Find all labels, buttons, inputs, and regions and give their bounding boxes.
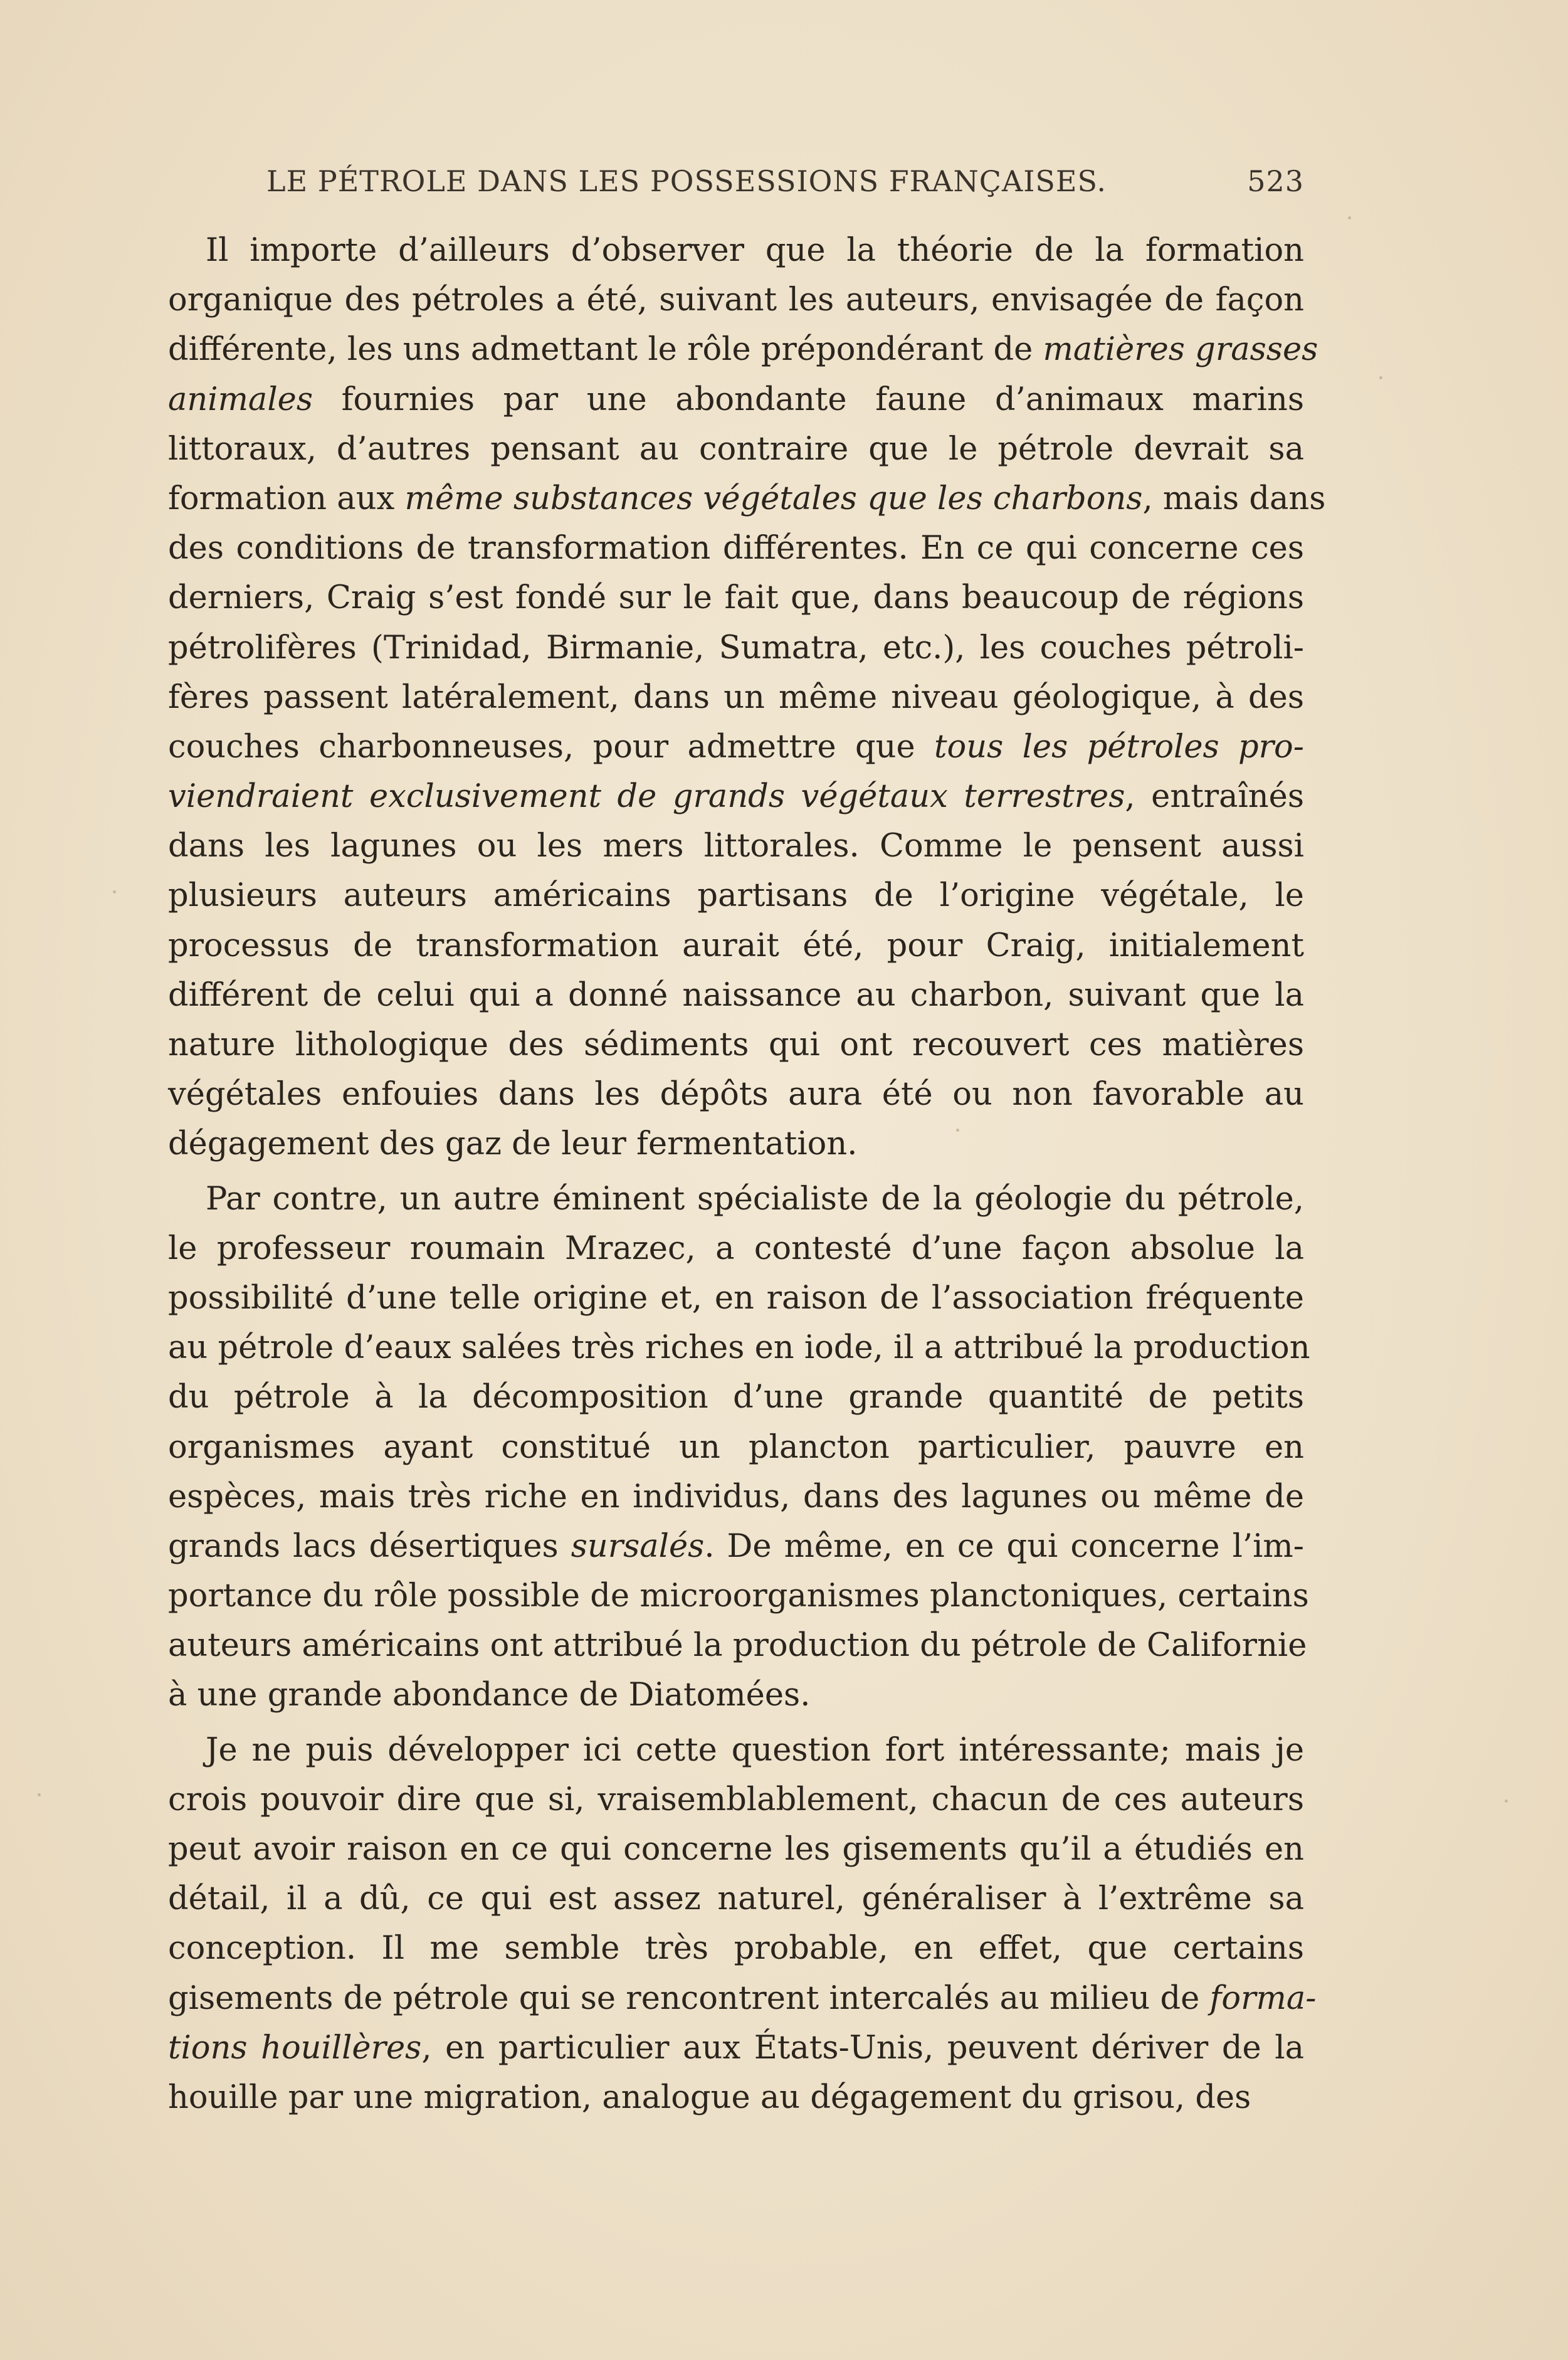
text-segment: . De même, en ce qui concerne l’im- (704, 1527, 1304, 1565)
text-segment: dégagement des gaz de leur fermentation. (168, 1125, 858, 1163)
text-segment: , entraînés (1125, 778, 1304, 816)
body-text (168, 226, 1326, 2122)
text-segment: différent de celui qui a donné naissance au charbon, suivant que la (168, 976, 1304, 1014)
italic-text: forma- (1209, 1979, 1317, 2017)
text-line (168, 971, 1304, 1020)
text-segment: le professeur roumain Mrazec, a contesté d’une façon absolue la (168, 1230, 1304, 1267)
text-line (168, 2023, 1304, 2073)
text-segment: plusieurs auteurs américains partisans de l’origine végétale, le (168, 877, 1304, 915)
text-line (168, 2073, 1304, 2122)
paper-speck (1505, 1799, 1508, 1803)
text-line (168, 673, 1304, 722)
text-line (168, 1224, 1304, 1273)
paragraph (168, 1725, 1317, 2123)
text-line (168, 275, 1304, 325)
paper-speck (113, 890, 116, 893)
text-line (168, 921, 1304, 971)
text-line (168, 573, 1304, 623)
text-segment: portance du rôle possible de microorganismes planctoniques, certains (168, 1578, 1309, 1615)
text-line (168, 871, 1304, 920)
italic-text: même substances végétales que les charbons (404, 480, 1143, 517)
text-segment: littoraux, d’autres pensant au contraire que le pétrole devrait sa (168, 430, 1304, 468)
paper-speck (38, 1793, 41, 1796)
text-line (168, 722, 1304, 772)
text-line (168, 1323, 1310, 1372)
italic-text: animales (168, 381, 313, 418)
text-segment: houille par une migration, analogue au dégagement du grisou, des (168, 2078, 1251, 2116)
paragraph-gap (168, 1169, 1304, 1174)
text-line (168, 1725, 1304, 1775)
text-segment: pétrolifères (Trinidad, Birmanie, Sumatra, etc.), les couches pétroli- (168, 629, 1304, 666)
text-line (168, 226, 1304, 275)
paragraph (168, 1174, 1310, 1720)
text-segment: , mais dans (1142, 480, 1326, 517)
text-line (168, 1874, 1304, 1924)
italic-text: viendraient exclusivement de grands végétaux terrestres (168, 778, 1125, 816)
text-segment: Je ne puis développer ici cette question fort intéressante; mais je (206, 1731, 1304, 1769)
text-segment: végétales enfouies dans les dépôts aura été ou non favorable au (168, 1076, 1304, 1114)
text-line (168, 1472, 1304, 1522)
paper-speck (1348, 216, 1351, 219)
page-number: 523 (1247, 164, 1304, 198)
text-line (168, 1670, 1304, 1720)
text-line (168, 1423, 1304, 1472)
text-segment: processus de transformation aurait été, pour Craig, initialement (168, 927, 1304, 964)
text-line (168, 524, 1304, 573)
text-segment: possibilité d’une telle origine et, en raison de l’association fréquente (168, 1279, 1304, 1317)
text-segment: des conditions de transformation différentes. En ce qui concerne ces (168, 530, 1304, 567)
paragraph (168, 226, 1326, 1169)
text-line (168, 623, 1304, 673)
text-segment: , en particulier aux États-Unis, peuvent dériver de la (421, 2029, 1304, 2067)
text-segment: crois pouvoir dire que si, vraisemblablement, chacun de ces auteurs (168, 1781, 1304, 1818)
running-header (169, 164, 1304, 208)
text-segment: auteurs américains ont attribué la production du pétrole de Californie (168, 1627, 1307, 1665)
text-line (168, 325, 1318, 374)
text-line (168, 1571, 1309, 1621)
text-segment: à une grande abondance de Diatomées. (168, 1677, 811, 1714)
text-segment: dans les lagunes ou les mers littorales. Comme le pensent aussi (168, 828, 1304, 865)
text-line (168, 375, 1304, 424)
text-line (168, 1273, 1304, 1323)
text-segment: derniers, Craig s’est fondé sur le fait que, dans beaucoup de régions (168, 579, 1304, 617)
text-line (168, 1924, 1304, 1973)
text-line (168, 1174, 1304, 1224)
text-segment: Par contre, un autre éminent spécialiste de la géologie du pétrole, (206, 1180, 1304, 1218)
text-line (168, 1070, 1304, 1119)
text-segment: couches charbonneuses, pour admettre que (168, 728, 935, 766)
paper-speck (956, 1129, 959, 1132)
text-segment: détail, il a dû, ce qui est assez naturel, généraliser à l’extrême sa (168, 1880, 1304, 1918)
text-segment: différente, les uns admettant le rôle prépondérant de (168, 331, 1043, 369)
italic-text: sursalés (571, 1527, 705, 1565)
text-line (168, 1119, 1304, 1169)
text-segment: Il importe d’ailleurs d’observer que la théorie de la formation (206, 232, 1304, 269)
running-header-title: LE PÉTROLE DANS LES POSSESSIONS FRANÇAISES. (266, 164, 1107, 198)
text-line (168, 1522, 1304, 1571)
text-segment: fères passent latéralement, dans un même niveau géologique, à des (168, 678, 1304, 716)
text-line (168, 424, 1304, 474)
paragraph-gap (168, 1720, 1304, 1725)
text-segment: organismes ayant constitué un plancton particulier, pauvre en (168, 1428, 1304, 1466)
text-segment: gisements de pétrole qui se rencontrent intercalés au milieu de (168, 1979, 1210, 2017)
text-segment: du pétrole à la décomposition d’une grande quantité de petits (168, 1379, 1304, 1416)
text-segment: peut avoir raison en ce qui concerne les gisements qu’il a étudiés en (168, 1831, 1304, 1868)
text-segment: fournies par une abondante faune d’animaux marins (313, 381, 1304, 418)
text-segment: organique des pétroles a été, suivant les auteurs, envisagée de façon (168, 282, 1304, 319)
italic-text: matières grasses (1043, 331, 1318, 369)
text-segment: espèces, mais très riche en individus, dans des lagunes ou même de (168, 1478, 1304, 1515)
text-line (168, 1020, 1304, 1070)
text-segment: formation aux (168, 480, 405, 517)
paper-speck (1379, 376, 1382, 379)
italic-text: tions houillères (168, 2029, 422, 2067)
text-line (168, 1372, 1304, 1422)
text-segment: nature lithologique des sédiments qui ont recouvert ces matières (168, 1026, 1304, 1063)
text-line (168, 474, 1326, 524)
text-segment: au pétrole d’eaux salées très riches en iode, il a attribué la production (168, 1329, 1310, 1367)
text-line (168, 772, 1304, 821)
text-line (168, 821, 1304, 871)
text-line (168, 1825, 1304, 1874)
text-segment: grands lacs désertiques (168, 1527, 571, 1565)
text-line (168, 1775, 1304, 1825)
text-segment: conception. Il me semble très probable, en effet, que certains (168, 1930, 1304, 1968)
text-line (168, 1621, 1307, 1670)
italic-text: tous les pétroles pro- (934, 728, 1304, 766)
text-line (168, 1974, 1317, 2023)
